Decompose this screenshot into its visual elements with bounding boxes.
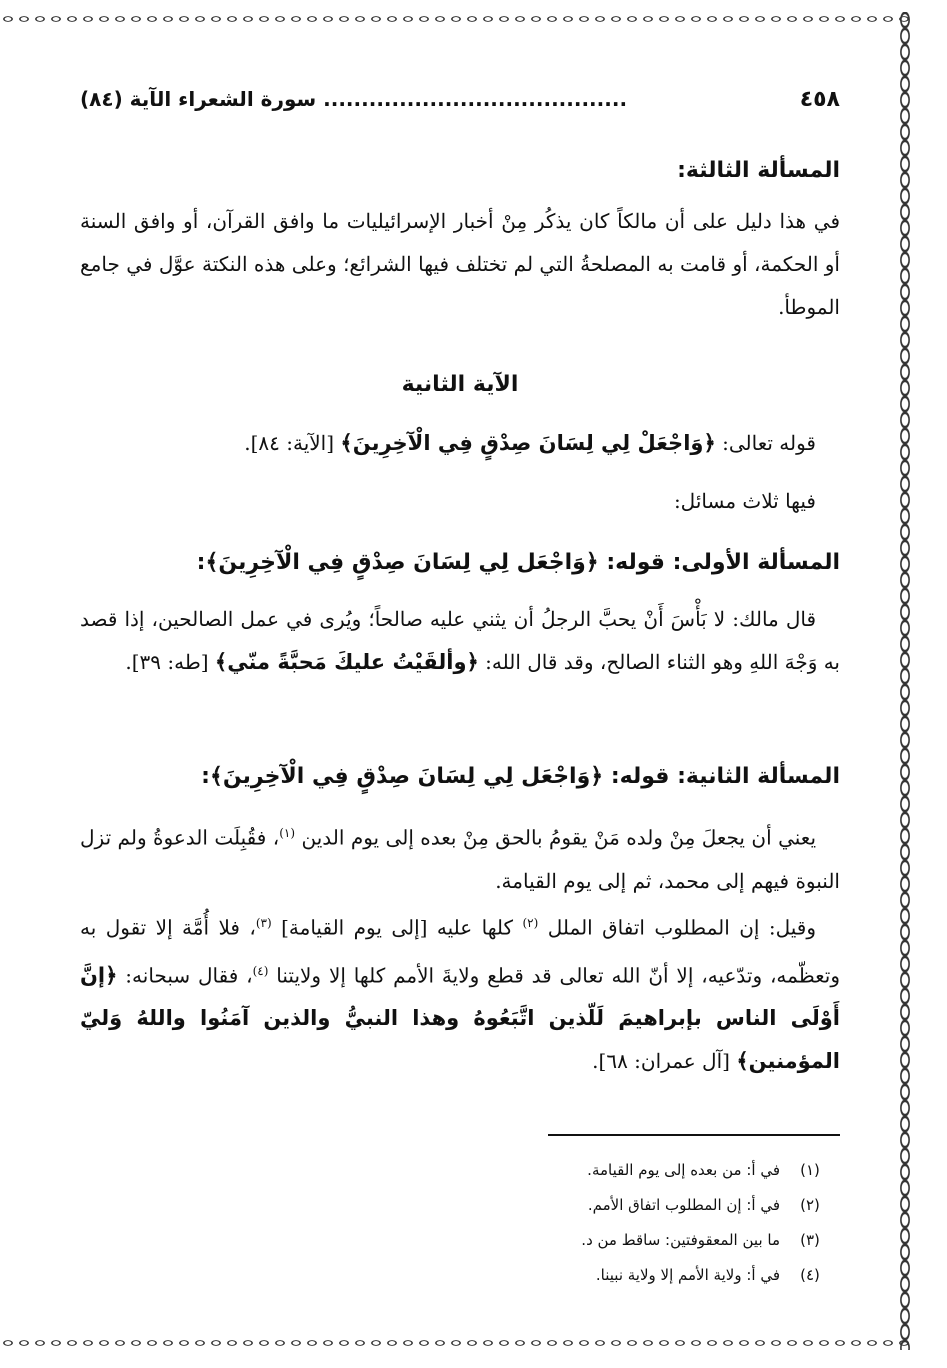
footnote-item (80, 1257, 840, 1292)
section-heading-third: المسألة الثالثة: (677, 158, 840, 183)
footnote-number: (٢) (800, 1195, 820, 1214)
first-issue-body: قال مالك: لا بَأْسَ أَنْ يحبَّ الرجلُ أن يثني عليه صالحاً؛ ويُرى في عمل الصالحين، إذا قصد به وَجْهَ اللهِ وهو الثناء الصالح، وقد قال الله: (80, 607, 840, 674)
first-issue-colon: : (196, 550, 206, 575)
footnote-mark-4: (٤) (252, 963, 269, 978)
footnote-text: في أ: ولاية الأمم إلا ولاية نبينا. (595, 1265, 780, 1284)
verse-quote: ﴿وَاجْعَلْ لِي لِسَانَ صِدْقٍ فِي الْآخِرِينَ﴾ (340, 431, 716, 455)
footnote-separator (548, 1134, 840, 1136)
footnote-item (80, 1187, 840, 1222)
second-issue-text (80, 812, 840, 903)
verse-prefix: قوله تعالى: (722, 431, 816, 455)
second-issue-colon: : (201, 764, 210, 789)
verse-reference: [الآية: ٨٤]. (244, 431, 335, 455)
footnote-text: في أ: من بعده إلى يوم القيامة. (587, 1160, 780, 1179)
aya-heading: الآية الثانية (401, 372, 519, 397)
first-issue-text (80, 598, 840, 684)
third-part-3: ، فلا أُمَّة إلا تقول به وتعظّمه، وتدّعيه، إلا أنّ الله تعالى قد قطع ولايةَ الأمم كلها إلا ولايتنا (80, 915, 840, 988)
decorative-border-right (898, 12, 912, 1350)
footnote-number: (٣) (800, 1230, 820, 1249)
footnote-number: (١) (800, 1160, 820, 1179)
footnote-mark-1: (١) (279, 826, 296, 840)
third-part-1: وقيل: إن المطلوب اتفاق الملل (547, 915, 817, 940)
section-third-text: في هذا دليل على أن مالكاً كان يذكُر مِنْ أخبار الإسرائيليات ما وافق القرآن، أو وافق السنة أو الحكمة، أو قامت به المصلحةُ التي لم تختلف فيها الشرائع؛ وعلى هذه النكتة عوَّل في جامع الموطأ. (80, 209, 840, 319)
first-issue-ref: [طه: ٣٩]. (125, 650, 209, 674)
decorative-border-top (0, 12, 910, 26)
page-number: ٤٥٨ (799, 86, 840, 112)
footnote-mark-2: (٢) (522, 916, 539, 930)
first-issue-label: المسألة الأولى: قوله: (606, 550, 840, 575)
third-paragraph (80, 902, 840, 1083)
third-ref: [آل عمران: ٦٨]. (592, 1049, 730, 1074)
third-part-2: كلها عليه [إلى يوم القيامة] (281, 915, 514, 940)
header-dots: ........................................ (323, 87, 628, 111)
first-issue-verse: ﴿وَاجْعَل لِي لِسَانَ صِدْقٍ فِي الْآخِرِينَ﴾ (205, 550, 599, 575)
footnote-mark-3: (٣) (255, 916, 272, 930)
footnote-text: ما بين المعقوفتين: ساقط من د. (581, 1230, 780, 1249)
footnote-text: في أ: إن المطلوب اتفاق الأمم. (587, 1195, 780, 1214)
first-issue-quote: ﴿وألقَيْتُ عليكَ مَحبَّةً منّي﴾ (214, 650, 479, 674)
third-quote: ﴿إنَّ أَوْلَى الناس بإبراهيمَ لَلّذين اتَّبَعُوهُ وهذا النبيُّ والذين آمَنُوا واللهُ وَليّ المؤمنين﴾ (80, 963, 840, 1074)
footnote-item (80, 1222, 840, 1257)
second-issue-heading (80, 764, 840, 789)
surah-title: سورة الشعراء الآية (٨٤) (80, 87, 317, 111)
second-issue-label: المسألة الثانية: قوله: (610, 764, 840, 789)
second-issue-body-b: ، فقُبِلَت الدعوةُ ولم تزل النبوة فيهم إلى محمد، ثم إلى يوم القيامة. (80, 825, 840, 893)
third-part-4: ، فقال سبحانه: (125, 963, 253, 988)
footnote-item (80, 1152, 840, 1187)
verse-line (80, 422, 840, 465)
second-issue-verse: ﴿وَاجْعَل لِي لِسَانَ صِدْقٍ فِي الْآخِرِينَ﴾ (209, 764, 604, 789)
running-header (80, 82, 840, 116)
first-issue-heading (80, 550, 840, 575)
footnotes (80, 1152, 840, 1292)
second-issue-body-a: يعني أن يجعلَ مِنْ ولده مَنْ يقومُ بالحق مِنْ بعده إلى يوم الدين (301, 825, 817, 850)
footnote-number: (٤) (800, 1265, 820, 1284)
masail-intro: فيها ثلاث مسائل: (673, 489, 816, 513)
running-title (80, 87, 627, 111)
decorative-border-bottom (0, 1336, 910, 1350)
